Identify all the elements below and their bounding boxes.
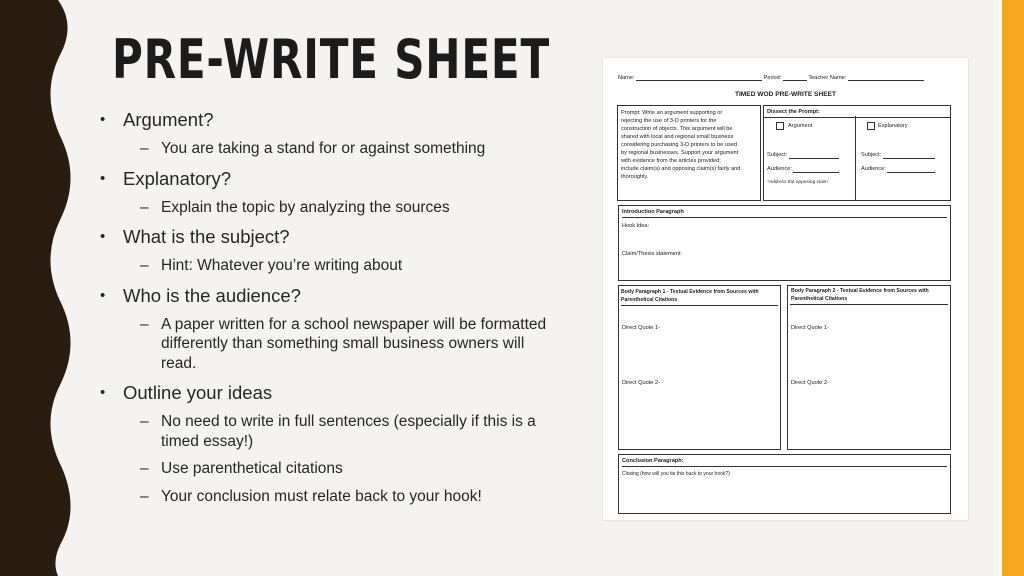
dissect-divider: [855, 116, 856, 201]
body1-rule: [621, 305, 778, 306]
name-label: Name:: [618, 75, 635, 81]
body2-label-line: Body Paragraph 2 - Textual Evidence from Sources with: [791, 288, 929, 294]
sub-bullet-item: [100, 487, 550, 507]
hook-label: Hook Idea:: [622, 223, 650, 229]
sheet-header-fields: [618, 74, 958, 81]
sub-bullet-item: [100, 198, 550, 218]
body2-quote2-label: Direct Quote 2-: [791, 380, 829, 386]
body-paragraph-2-box: [787, 285, 951, 450]
name-line: [636, 74, 762, 81]
dash-icon: –: [140, 257, 149, 274]
decorative-wave-band: [0, 0, 80, 576]
sub-bullet-text: A paper written for a school newspaper will be formatted differently than something small business owners will read.: [161, 315, 547, 372]
sub-bullet-item: [100, 459, 550, 479]
bullet-item: [100, 284, 550, 307]
teacher-line: [848, 74, 924, 81]
subject-field: [767, 151, 839, 159]
prompt-line: Prompt: Write an argument supporting or: [621, 110, 723, 116]
subject-line: [789, 152, 839, 159]
subject-line: [883, 152, 935, 159]
bullet-text: Argument?: [123, 109, 214, 130]
prompt-line: rejecting the use of 3-D printers for the: [621, 118, 717, 124]
intro-rule: [622, 217, 947, 218]
body-paragraph-1-box: [618, 285, 781, 450]
sub-bullet-text: Explain the topic by analyzing the sources: [161, 198, 450, 216]
bullet-text: Outline your ideas: [123, 382, 273, 403]
body1-label-line: Body Paragraph 1 - Textual Evidence from Sources with: [621, 289, 759, 295]
closing-label: Closing (how will you tie this back to your hook?): [622, 471, 730, 477]
sub-bullet-text: Use parenthetical citations: [161, 460, 343, 477]
bullet-text: Who is the audience?: [123, 284, 301, 306]
prompt-line: thoroughly.: [621, 174, 649, 180]
bullet-text: Explanatory?: [123, 167, 231, 189]
sub-bullet-item: [100, 256, 550, 276]
sub-bullet-item: [100, 412, 550, 451]
body2-label-line: Parenthetical Citations: [791, 296, 848, 302]
bullet-item: [100, 108, 550, 131]
argument-label: Argument: [788, 123, 813, 129]
bullet-item: [100, 381, 550, 404]
bullet-dot-icon: •: [100, 286, 106, 304]
bullet-text: What is the subject?: [123, 226, 290, 247]
prompt-line: considering purchasing 3-D printers to be used: [621, 142, 737, 148]
body1-quote2-label: Direct Quote 2-: [622, 380, 660, 386]
dash-icon: –: [140, 413, 149, 430]
bullet-list: [100, 108, 550, 514]
address-note: *Address the opposing claim: [767, 180, 828, 185]
audience-field: [767, 165, 839, 173]
accent-stripe: [1002, 0, 1024, 576]
bullet-item: [100, 167, 550, 190]
bullet-dot-icon: •: [100, 111, 106, 128]
dissect-rule: [764, 117, 950, 118]
conclusion-rule: [622, 466, 947, 467]
subject-label: Subject:: [767, 152, 788, 158]
prompt-line: with evidence from the articles provided;: [621, 158, 721, 164]
subject-field-2: [861, 151, 935, 159]
prompt-line: shared with local and regional small business: [621, 134, 734, 140]
slide-title: PRE-WRITE SHEET: [112, 28, 550, 91]
sub-bullet-text: Hint: Whatever you’re writing about: [161, 257, 403, 274]
bullet-dot-icon: •: [100, 169, 106, 187]
prompt-box: [617, 105, 761, 201]
audience-line: [793, 166, 839, 173]
teacher-label: Teacher Name:: [808, 75, 847, 81]
body1-label-line: Parenthetical Citations: [621, 297, 678, 303]
sub-bullet-text: You are taking a stand for or against something: [161, 140, 486, 157]
subject-label: Subject:: [861, 152, 882, 158]
sub-bullet-text: Your conclusion must relate back to your hook!: [161, 487, 482, 505]
audience-label: Audience:: [767, 166, 792, 172]
period-label: Period:: [763, 75, 782, 81]
dash-icon: –: [140, 487, 149, 505]
prompt-line: include claim(s) and opposing claim(s) fairly and: [621, 166, 741, 172]
dissect-label: Dissect the Prompt:: [767, 109, 820, 115]
prompt-line: by regional businesses. Support your argument: [621, 150, 739, 156]
audience-field-2: [861, 165, 935, 173]
body2-quote1-label: Direct Quote 1-: [791, 325, 829, 331]
claim-label: Claim/Thesis statement:: [622, 251, 682, 257]
argument-checkbox-icon: [776, 122, 784, 130]
sub-bullet-text: No need to write in full sentences (especially if this is a timed essay!): [161, 413, 536, 450]
intro-label: Introduction Paragraph: [622, 209, 684, 215]
period-line: [783, 74, 807, 81]
bullet-item: [100, 225, 550, 248]
prompt-line: construction of objects. This argument will be: [621, 126, 733, 132]
conclusion-label: Conclusion Paragraph:: [622, 458, 684, 464]
sheet-title: TIMED WOD PRE-WRITE SHEET: [734, 91, 837, 98]
conclusion-box: [618, 454, 951, 514]
prewrite-sheet-image: [603, 58, 968, 520]
bullet-dot-icon: •: [100, 228, 106, 245]
audience-line: [887, 166, 935, 173]
body1-quote1-label: Direct Quote 1-: [622, 325, 660, 331]
introduction-box: [618, 205, 951, 281]
dash-icon: –: [140, 460, 149, 477]
sub-bullet-item: [100, 139, 550, 159]
dissect-box: [763, 105, 951, 201]
audience-label: Audience:: [861, 166, 886, 172]
dash-icon: –: [140, 198, 149, 216]
explanatory-checkbox-icon: [867, 122, 875, 130]
dash-icon: –: [140, 315, 149, 333]
bullet-dot-icon: •: [100, 384, 106, 401]
dash-icon: –: [140, 140, 149, 157]
explanatory-label: Explanatory: [878, 123, 908, 129]
body2-rule: [790, 304, 948, 305]
sub-bullet-item: [100, 315, 550, 374]
